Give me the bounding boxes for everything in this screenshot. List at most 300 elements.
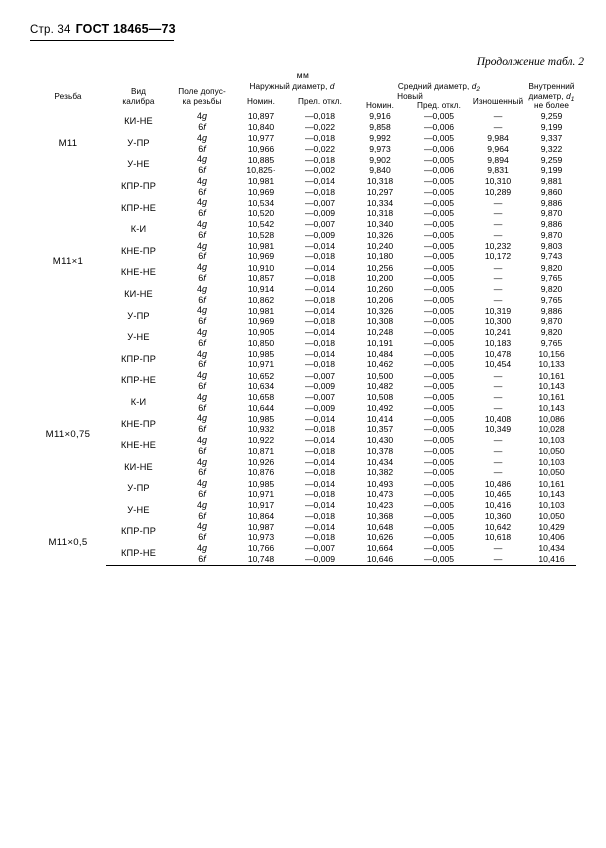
cell-mid-deviation — [409, 197, 469, 219]
cell-outer-nominal-bottom: 10,528 — [247, 229, 275, 240]
cell-inner-diameter — [527, 478, 576, 500]
table-row — [30, 197, 576, 219]
cell-thread: М11×1 — [52, 256, 84, 268]
cell-inner-diameter — [527, 219, 576, 241]
cell-mid-deviation-top: —0,005 — [423, 435, 455, 446]
cell-mid-worn — [469, 133, 527, 155]
cell-outer-nominal — [233, 111, 289, 133]
cell-outer-deviation-top: —0,014 — [304, 262, 336, 273]
cell-mid-nominal — [351, 262, 409, 284]
cell-outer-deviation-bottom: —0,009 — [304, 208, 336, 219]
cell-gauge-type: КПР-НЕ — [120, 375, 157, 386]
cell-outer-deviation-bottom: —0,018 — [304, 273, 336, 284]
cell-mid-nominal-top: 9,992 — [369, 133, 391, 144]
cell-tolerance-field: 4g 6f — [196, 283, 208, 305]
cell-outer-nominal — [233, 349, 289, 371]
cell-outer-nominal-top: 10,652 — [247, 370, 275, 381]
cell-outer-nominal-bottom: 10,932 — [247, 424, 275, 435]
cell-mid-deviation-bottom: —0,005 — [423, 445, 455, 456]
cell-outer-deviation-top: —0,014 — [304, 176, 336, 187]
cell-mid-deviation-top: —0,005 — [423, 305, 455, 316]
cell-mid-nominal — [351, 327, 409, 349]
cell-outer-deviation-top: —0,007 — [304, 370, 336, 381]
cell-mid-nominal — [351, 349, 409, 371]
cell-mid-deviation — [409, 435, 469, 457]
cell-tolerance-field: 4g 6f — [196, 197, 208, 219]
cell-mid-deviation-top: —0,005 — [423, 413, 455, 424]
cell-inner-diameter-top: 9,803 — [540, 240, 563, 251]
cell-mid-worn-bottom: — — [493, 121, 503, 132]
cell-mid-nominal-top: 9,902 — [369, 154, 391, 165]
cell-outer-nominal-bottom: 10,748 — [247, 553, 275, 564]
cell-mid-nominal — [351, 500, 409, 522]
unit-label: мм — [296, 70, 310, 80]
cell-outer-nominal-top: 10,981 — [247, 305, 275, 316]
cell-inner-diameter — [527, 305, 576, 327]
cell-outer-deviation-top: —0,007 — [304, 392, 336, 403]
table-row — [30, 154, 576, 176]
th-inner-line1: Внутренний — [528, 82, 575, 91]
cell-mid-deviation-bottom: —0,005 — [423, 294, 455, 305]
cell-mid-deviation — [409, 349, 469, 371]
cell-outer-nominal-top: 10,985 — [247, 348, 275, 359]
cell-mid-deviation-top: —0,005 — [423, 543, 455, 554]
cell-outer-deviation-bottom: —0,009 — [304, 553, 336, 564]
cell-mid-worn-top: 10,319 — [484, 305, 512, 316]
cell-outer-deviation — [289, 370, 351, 392]
cell-inner-diameter-bottom: 9,870 — [540, 316, 563, 327]
table-row — [30, 111, 576, 133]
cell-outer-nominal — [233, 176, 289, 198]
cell-mid-worn-top: — — [493, 456, 503, 467]
cell-mid-deviation — [409, 413, 469, 435]
cell-tolerance-field: 4g 6f — [196, 391, 208, 413]
cell-outer-nominal — [233, 478, 289, 500]
cell-mid-nominal — [351, 133, 409, 155]
cell-inner-diameter-top: 10,103 — [538, 456, 565, 467]
cell-outer-nominal-top: 10,985 — [247, 478, 275, 489]
th-mid-worn: Изношенный — [472, 96, 524, 106]
running-head-rule — [30, 40, 174, 41]
cell-inner-diameter — [527, 154, 576, 176]
cell-outer-deviation-top: —0,014 — [304, 435, 336, 446]
cell-mid-deviation-top: —0,005 — [423, 154, 455, 165]
cell-mid-deviation-bottom: —0,005 — [423, 467, 455, 478]
gauge-dimensions-table — [30, 82, 576, 566]
cell-inner-diameter-top: 9,886 — [540, 197, 563, 208]
cell-outer-deviation-top: —0,014 — [304, 456, 336, 467]
cell-mid-deviation — [409, 457, 469, 479]
th-mid-new-group: Новый — [397, 91, 423, 101]
cell-outer-deviation-bottom: —0,018 — [304, 359, 336, 370]
th-thread: Резьба — [54, 91, 82, 101]
cell-mid-deviation-bottom: —0,005 — [423, 553, 455, 564]
cell-mid-nominal — [351, 219, 409, 241]
cell-outer-deviation-top: —0,007 — [304, 219, 336, 230]
cell-mid-deviation-bottom: —0,005 — [423, 489, 455, 499]
th-outer-diameter-group: Наружный диаметр, d — [249, 82, 335, 92]
cell-mid-worn-top: 10,478 — [484, 348, 512, 359]
cell-tolerance-field: 4g 6f — [196, 154, 208, 176]
cell-inner-diameter — [527, 262, 576, 284]
cell-mid-worn — [469, 521, 527, 543]
cell-mid-worn-top: — — [493, 111, 503, 122]
cell-mid-deviation-bottom: —0,005 — [423, 510, 455, 521]
cell-outer-nominal — [233, 241, 289, 263]
cell-gauge-type: КНЕ-ПР — [120, 245, 157, 256]
table-body — [30, 111, 576, 565]
cell-mid-worn-bottom: 9,964 — [487, 143, 509, 154]
cell-outer-nominal-bottom: 10,825· — [246, 165, 276, 176]
cell-outer-deviation-top: —0,014 — [304, 327, 336, 338]
cell-outer-nominal-top: 10,534 — [247, 197, 275, 208]
cell-outer-nominal-bottom: 10,862 — [247, 294, 275, 305]
cell-inner-diameter-bottom: 9,743 — [540, 251, 563, 262]
cell-mid-nominal-bottom: 10,462 — [366, 359, 394, 370]
cell-inner-diameter-bottom: 10,050 — [538, 467, 565, 478]
cell-outer-deviation-bottom: —0,018 — [304, 532, 336, 543]
cell-mid-nominal-bottom: 10,326 — [366, 229, 394, 240]
cell-inner-diameter-bottom: 9,765 — [540, 273, 563, 284]
cell-outer-nominal — [233, 457, 289, 479]
cell-outer-nominal-top: 10,910 — [247, 262, 275, 273]
cell-mid-deviation — [409, 521, 469, 543]
cell-mid-deviation-top: —0,005 — [423, 176, 455, 187]
cell-mid-nominal-bottom: 10,308 — [366, 316, 394, 327]
th-tolerance-field-line2: ка резьбы — [182, 96, 222, 106]
cell-inner-diameter-top: 10,434 — [538, 543, 565, 554]
table-row — [30, 262, 576, 284]
cell-mid-deviation-bottom: —0,005 — [423, 186, 455, 197]
cell-mid-nominal — [351, 305, 409, 327]
cell-mid-worn-bottom: — — [493, 402, 503, 413]
cell-mid-worn-bottom: — — [493, 229, 503, 240]
cell-outer-nominal — [233, 219, 289, 241]
cell-mid-nominal-top: 10,326 — [366, 305, 394, 316]
cell-mid-worn — [469, 154, 527, 176]
cell-mid-deviation-bottom: —0,006 — [423, 143, 455, 154]
cell-inner-diameter-bottom: 10,028 — [538, 424, 565, 435]
cell-inner-diameter — [527, 521, 576, 543]
table-row — [30, 392, 576, 414]
cell-outer-deviation-bottom: —0,018 — [304, 445, 336, 456]
cell-tolerance-field: 4g 6f — [196, 132, 208, 154]
cell-mid-deviation-bottom: —0,006 — [423, 165, 455, 176]
cell-outer-deviation-top: —0,018 — [304, 111, 336, 122]
cell-gauge-type: КПР-НЕ — [106, 543, 171, 565]
table-row — [30, 305, 576, 327]
cell-outer-deviation — [289, 197, 351, 219]
cell-mid-worn — [469, 241, 527, 263]
table-row — [30, 284, 576, 306]
cell-outer-deviation — [289, 543, 351, 565]
cell-outer-nominal-bottom: 10,971 — [247, 489, 275, 499]
cell-outer-deviation-bottom: —0,018 — [304, 337, 336, 348]
cell-mid-nominal-top: 10,240 — [366, 240, 394, 251]
cell-mid-nominal-bottom: 10,382 — [366, 467, 394, 478]
cell-mid-nominal — [351, 370, 409, 392]
cell-outer-deviation-bottom: —0,009 — [304, 402, 336, 413]
cell-gauge-type: У-ПР — [127, 137, 150, 148]
cell-inner-diameter — [527, 370, 576, 392]
cell-mid-nominal — [351, 197, 409, 219]
cell-mid-worn-bottom: 10,618 — [484, 532, 512, 543]
cell-inner-diameter-top: 9,820 — [540, 284, 563, 295]
cell-outer-nominal-bottom: 10,840 — [247, 121, 275, 132]
cell-mid-nominal-top: 10,508 — [366, 392, 394, 403]
cell-outer-deviation — [289, 349, 351, 371]
continuation-caption: Продолжение табл. 2 — [476, 56, 584, 68]
cell-outer-nominal-top: 10,922 — [247, 435, 275, 446]
cell-mid-worn-top: 10,232 — [484, 240, 512, 251]
cell-mid-worn-top: 10,486 — [484, 478, 512, 489]
cell-outer-deviation — [289, 262, 351, 284]
cell-inner-diameter-bottom: 9,870 — [540, 229, 563, 240]
th-outer-deviation: Прел. откл. — [298, 96, 342, 106]
cell-mid-worn-bottom: 10,172 — [484, 251, 512, 262]
cell-mid-worn — [469, 500, 527, 522]
cell-gauge-type: КНЕ-ПР — [120, 418, 157, 429]
cell-outer-nominal-top: 10,766 — [247, 543, 275, 554]
cell-tolerance-field: 4g 6f — [196, 370, 208, 392]
cell-outer-deviation-bottom: —0,018 — [304, 294, 336, 305]
cell-mid-nominal-bottom: 9,858 — [369, 121, 391, 132]
cell-mid-deviation-top: —0,005 — [423, 133, 455, 144]
table-row — [30, 478, 576, 500]
cell-mid-deviation — [409, 284, 469, 306]
cell-tolerance-field: 4g 6f — [196, 521, 208, 543]
cell-outer-deviation-bottom: —0,018 — [304, 186, 336, 197]
cell-mid-nominal-top: 10,434 — [366, 456, 394, 467]
cell-mid-worn-bottom: 10,300 — [484, 316, 512, 327]
table-row — [30, 435, 576, 457]
cell-mid-nominal — [351, 154, 409, 176]
cell-inner-diameter — [527, 500, 576, 522]
table-row — [30, 370, 576, 392]
cell-inner-diameter-top: 10,429 — [538, 521, 565, 532]
table-row — [30, 521, 576, 543]
cell-mid-deviation — [409, 478, 469, 500]
cell-tolerance-field: 4g 6f — [196, 111, 208, 132]
cell-gauge-type: КНЕ-НЕ — [120, 267, 157, 278]
cell-mid-worn-bottom: — — [493, 445, 503, 456]
th-tolerance-field — [171, 82, 233, 111]
cell-inner-diameter — [527, 435, 576, 457]
cell-mid-nominal-top: 10,414 — [366, 413, 394, 424]
cell-outer-nominal-bottom: 10,864 — [247, 510, 275, 521]
th-mid-diameter-group: Средний диаметр, $d_2$ — [397, 82, 481, 93]
cell-outer-deviation-top: —0,014 — [304, 240, 336, 251]
cell-mid-deviation — [409, 154, 469, 176]
cell-outer-nominal — [233, 435, 289, 457]
cell-mid-worn-top: — — [493, 197, 503, 208]
cell-mid-worn-bottom: 10,360 — [484, 510, 512, 521]
cell-mid-worn — [469, 111, 527, 133]
cell-outer-deviation — [289, 284, 351, 306]
cell-outer-deviation — [289, 435, 351, 457]
cell-mid-deviation — [409, 133, 469, 155]
cell-mid-worn-top: — — [493, 370, 503, 381]
cell-outer-nominal — [233, 262, 289, 284]
cell-outer-nominal — [233, 521, 289, 543]
cell-gauge-type: КНЕ-НЕ — [120, 440, 157, 451]
cell-outer-nominal — [233, 284, 289, 306]
cell-outer-deviation — [289, 154, 351, 176]
cell-inner-diameter-top: 9,259 — [540, 154, 563, 165]
cell-mid-deviation-bottom: —0,005 — [423, 402, 455, 413]
cell-mid-deviation-bottom: —0,005 — [423, 532, 455, 543]
cell-mid-worn-bottom: 10,349 — [484, 424, 512, 435]
cell-inner-diameter — [527, 197, 576, 219]
th-gauge-type-line1: Вид — [130, 86, 147, 96]
cell-inner-diameter-bottom: 9,870 — [540, 208, 563, 219]
table-row — [30, 500, 576, 522]
cell-outer-nominal-bottom: 10,969 — [247, 251, 275, 262]
cell-outer-deviation-bottom: —0,018 — [304, 510, 336, 521]
cell-mid-nominal-top: 9,916 — [369, 111, 391, 122]
cell-mid-worn-top: 10,310 — [484, 176, 512, 187]
cell-mid-deviation-top: —0,005 — [423, 327, 455, 338]
cell-mid-worn-top: — — [493, 219, 503, 230]
cell-inner-diameter — [527, 349, 576, 371]
running-head — [30, 22, 450, 37]
cell-tolerance-field: 4g 6f — [196, 219, 208, 240]
cell-outer-nominal-bottom: 10,850 — [247, 337, 275, 348]
cell-outer-nominal-top: 10,987 — [247, 521, 275, 532]
table-row — [30, 543, 576, 565]
cell-mid-deviation-bottom: —0,005 — [423, 381, 455, 392]
cell-mid-deviation-top: —0,005 — [423, 521, 455, 532]
cell-mid-deviation-top: —0,005 — [423, 219, 455, 230]
cell-mid-nominal-bottom: 10,206 — [366, 294, 394, 305]
cell-mid-nominal — [351, 435, 409, 457]
cell-outer-deviation — [289, 457, 351, 479]
cell-outer-nominal-bottom: 10,857 — [247, 273, 275, 284]
table-row — [30, 349, 576, 371]
cell-mid-deviation-bottom: —0,006 — [423, 121, 455, 132]
cell-outer-nominal-top: 10,658 — [247, 392, 275, 403]
cell-mid-worn-bottom: 10,454 — [484, 359, 512, 370]
cell-outer-nominal-bottom: 10,969 — [247, 316, 275, 327]
cell-outer-deviation-top: —0,014 — [304, 478, 336, 489]
cell-mid-worn-bottom: — — [493, 208, 503, 219]
cell-mid-worn — [469, 370, 527, 392]
cell-inner-diameter — [527, 392, 576, 414]
cell-mid-worn-top: — — [493, 262, 503, 273]
table-row — [30, 219, 576, 241]
cell-outer-nominal-top: 10,977 — [247, 133, 275, 144]
cell-gauge-type: У-НЕ — [127, 332, 150, 343]
cell-tolerance-field: 4g 6f — [196, 456, 208, 478]
cell-outer-deviation — [289, 305, 351, 327]
cell-outer-nominal — [233, 543, 289, 565]
cell-outer-deviation — [289, 176, 351, 198]
cell-mid-nominal-top: 10,484 — [366, 348, 394, 359]
cell-inner-diameter-top: 9,337 — [540, 133, 563, 144]
th-gauge-type — [106, 82, 171, 111]
th-outer-nominal: Номин. — [246, 96, 276, 106]
cell-outer-deviation — [289, 241, 351, 263]
cell-mid-worn-top: 10,408 — [484, 413, 512, 424]
cell-mid-worn — [469, 197, 527, 219]
cell-mid-worn — [469, 435, 527, 457]
cell-tolerance-field: 4g 6f — [196, 478, 208, 499]
cell-tolerance-field: 4g 6f — [196, 413, 208, 435]
cell-inner-diameter-top: 9,881 — [540, 176, 563, 187]
th-mid-new-deviation: Пред. откл. — [416, 101, 462, 111]
cell-mid-deviation-bottom: —0,005 — [423, 424, 455, 435]
cell-inner-diameter-top: 10,161 — [538, 392, 565, 403]
table-row — [30, 241, 576, 263]
cell-inner-diameter-bottom: 9,765 — [540, 294, 563, 305]
cell-mid-nominal-top: 10,334 — [366, 197, 394, 208]
cell-thread: М11 — [58, 137, 78, 149]
cell-gauge-type: КПР-ПР — [120, 353, 157, 364]
cell-outer-deviation-bottom: —0,018 — [304, 424, 336, 435]
cell-mid-nominal-top: 10,340 — [366, 219, 394, 230]
cell-outer-nominal-bottom: 10,876 — [247, 467, 275, 478]
th-inner-line2: диаметр, $d_1$ — [528, 91, 575, 103]
cell-gauge-type: У-НЕ — [127, 159, 150, 170]
cell-outer-deviation — [289, 133, 351, 155]
cell-tolerance-field: 4g 6f — [196, 175, 208, 197]
cell-inner-diameter-top: 10,161 — [538, 478, 565, 489]
cell-outer-nominal-top: 10,917 — [247, 500, 275, 511]
cell-mid-worn-bottom: — — [493, 273, 503, 284]
cell-mid-deviation-top: —0,005 — [423, 262, 455, 273]
cell-mid-worn — [469, 478, 527, 500]
cell-mid-deviation-top: —0,005 — [423, 111, 455, 122]
cell-mid-nominal-bottom: 10,191 — [366, 337, 394, 348]
cell-outer-nominal-bottom: 10,871 — [247, 445, 275, 456]
cell-outer-nominal — [233, 500, 289, 522]
table-row — [30, 457, 576, 479]
cell-mid-deviation-top: —0,005 — [423, 370, 455, 381]
cell-outer-nominal — [233, 305, 289, 327]
cell-mid-nominal-bottom: 10,180 — [366, 251, 394, 262]
cell-inner-diameter-bottom: 10,416 — [538, 553, 565, 564]
cell-inner-diameter-top: 9,259 — [540, 111, 563, 122]
cell-outer-deviation — [289, 111, 351, 133]
cell-inner-diameter-bottom: 9,765 — [540, 337, 563, 348]
cell-mid-nominal-top: 10,260 — [366, 284, 394, 295]
cell-outer-deviation-top: —0,018 — [304, 154, 336, 165]
cell-mid-deviation-bottom: —0,005 — [423, 208, 455, 219]
cell-mid-deviation-bottom: —0,005 — [423, 273, 455, 284]
cell-mid-worn-top: — — [493, 435, 503, 446]
cell-mid-worn — [469, 262, 527, 284]
cell-outer-deviation-bottom: —0,022 — [304, 121, 336, 132]
cell-outer-nominal — [233, 370, 289, 392]
cell-inner-diameter — [527, 413, 576, 435]
cell-inner-diameter-bottom: 9,322 — [540, 143, 563, 154]
cell-mid-nominal — [351, 543, 409, 565]
cell-mid-worn — [469, 284, 527, 306]
cell-inner-diameter — [527, 457, 576, 479]
cell-outer-nominal-bottom: 10,969 — [247, 186, 275, 197]
cell-inner-diameter-bottom: 10,050 — [538, 510, 565, 521]
cell-inner-diameter-bottom: 9,860 — [540, 186, 563, 197]
cell-mid-deviation-bottom: —0,005 — [423, 316, 455, 327]
cell-inner-diameter-bottom: 9,199 — [540, 121, 563, 132]
cell-mid-nominal-bottom: 10,297 — [366, 186, 394, 197]
cell-mid-worn — [469, 327, 527, 349]
cell-outer-nominal-bottom: 10,634 — [247, 381, 275, 392]
cell-mid-worn-top: 9,984 — [487, 133, 509, 144]
cell-inner-diameter — [527, 327, 576, 349]
cell-mid-worn-top: 10,642 — [484, 521, 512, 532]
cell-outer-nominal-top: 10,926 — [247, 456, 275, 467]
